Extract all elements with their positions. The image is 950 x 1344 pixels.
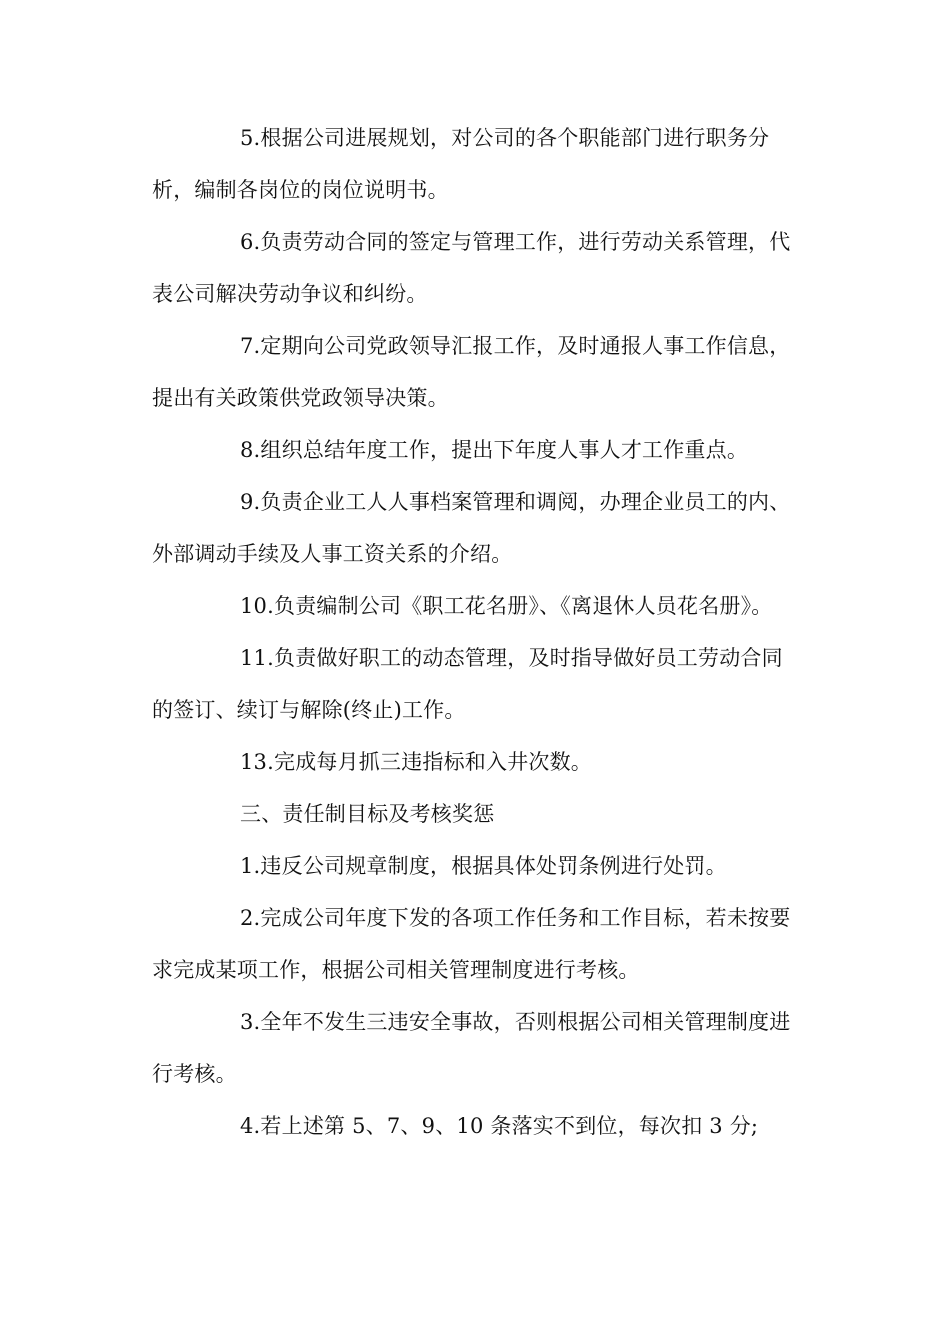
paragraph-line: 册》。 xyxy=(719,594,773,618)
paragraph xyxy=(152,736,798,788)
paragraph-line: 13.完成每月抓三违指标和入井次数。 xyxy=(240,750,592,774)
document-body xyxy=(152,112,798,1152)
paragraph-line: 要求完成某项工作，根据公司相关管理制度进行考核。 xyxy=(152,906,791,982)
paragraph xyxy=(152,996,798,1100)
paragraph-line: 2.完成公司年度下发的各项工作任务和工作目标，若未按 xyxy=(240,906,770,930)
paragraph-line: 6.负责劳动合同的签定与管理工作，进行劳动关系管理， xyxy=(240,230,770,254)
paragraph-line: 9.负责企业工人人事档案管理和调阅，办理企业员工的 xyxy=(240,490,749,514)
paragraph-line: 析，编制各岗位的岗位说明书。 xyxy=(152,178,449,202)
paragraph xyxy=(152,892,798,996)
paragraph xyxy=(152,1100,798,1152)
paragraph xyxy=(152,112,798,216)
paragraph xyxy=(152,788,798,840)
paragraph-line: 三、责任制目标及考核奖惩 xyxy=(240,802,495,826)
paragraph xyxy=(152,580,798,632)
paragraph xyxy=(152,476,798,580)
paragraph-line: 10.负责编制公司《职工花名册》、《离退休人员花名 xyxy=(240,594,720,618)
paragraph-line: 8.组织总结年度工作，提出下年度人事人才工作重点。 xyxy=(240,438,749,462)
paragraph-line: 1.违反公司规章制度，根据具体处罚条例进行处罚。 xyxy=(240,854,727,878)
paragraph-line: 5.根据公司进展规划，对公司的各个职能部门进行职务分 xyxy=(240,126,770,150)
paragraph xyxy=(152,632,798,736)
paragraph-line: 7.定期向公司党政领导汇报工作，及时通报人事工作信 xyxy=(240,334,749,358)
paragraph xyxy=(152,840,798,892)
paragraph-line: 同的签订、续订与解除(终止)工作。 xyxy=(152,646,783,722)
paragraph-line: 进行考核。 xyxy=(152,1010,791,1086)
paragraph xyxy=(152,424,798,476)
paragraph-line: 11.负责做好职工的动态管理，及时指导做好员工劳动合 xyxy=(240,646,762,670)
paragraph-line: 4.若上述第 5、7、9、10 条落实不到位，每次扣 3 分; xyxy=(240,1114,759,1138)
paragraph-line: 内、外部调动手续及人事工资关系的介绍。 xyxy=(152,490,791,566)
paragraph-line: 代表公司解决劳动争议和纠纷。 xyxy=(152,230,791,306)
paragraph xyxy=(152,216,798,320)
paragraph-line: 3.全年不发生三违安全事故，否则根据公司相关管理制度 xyxy=(240,1010,770,1034)
paragraph-line: 息，提出有关政策供党政领导决策。 xyxy=(152,334,791,410)
paragraph xyxy=(152,320,798,424)
